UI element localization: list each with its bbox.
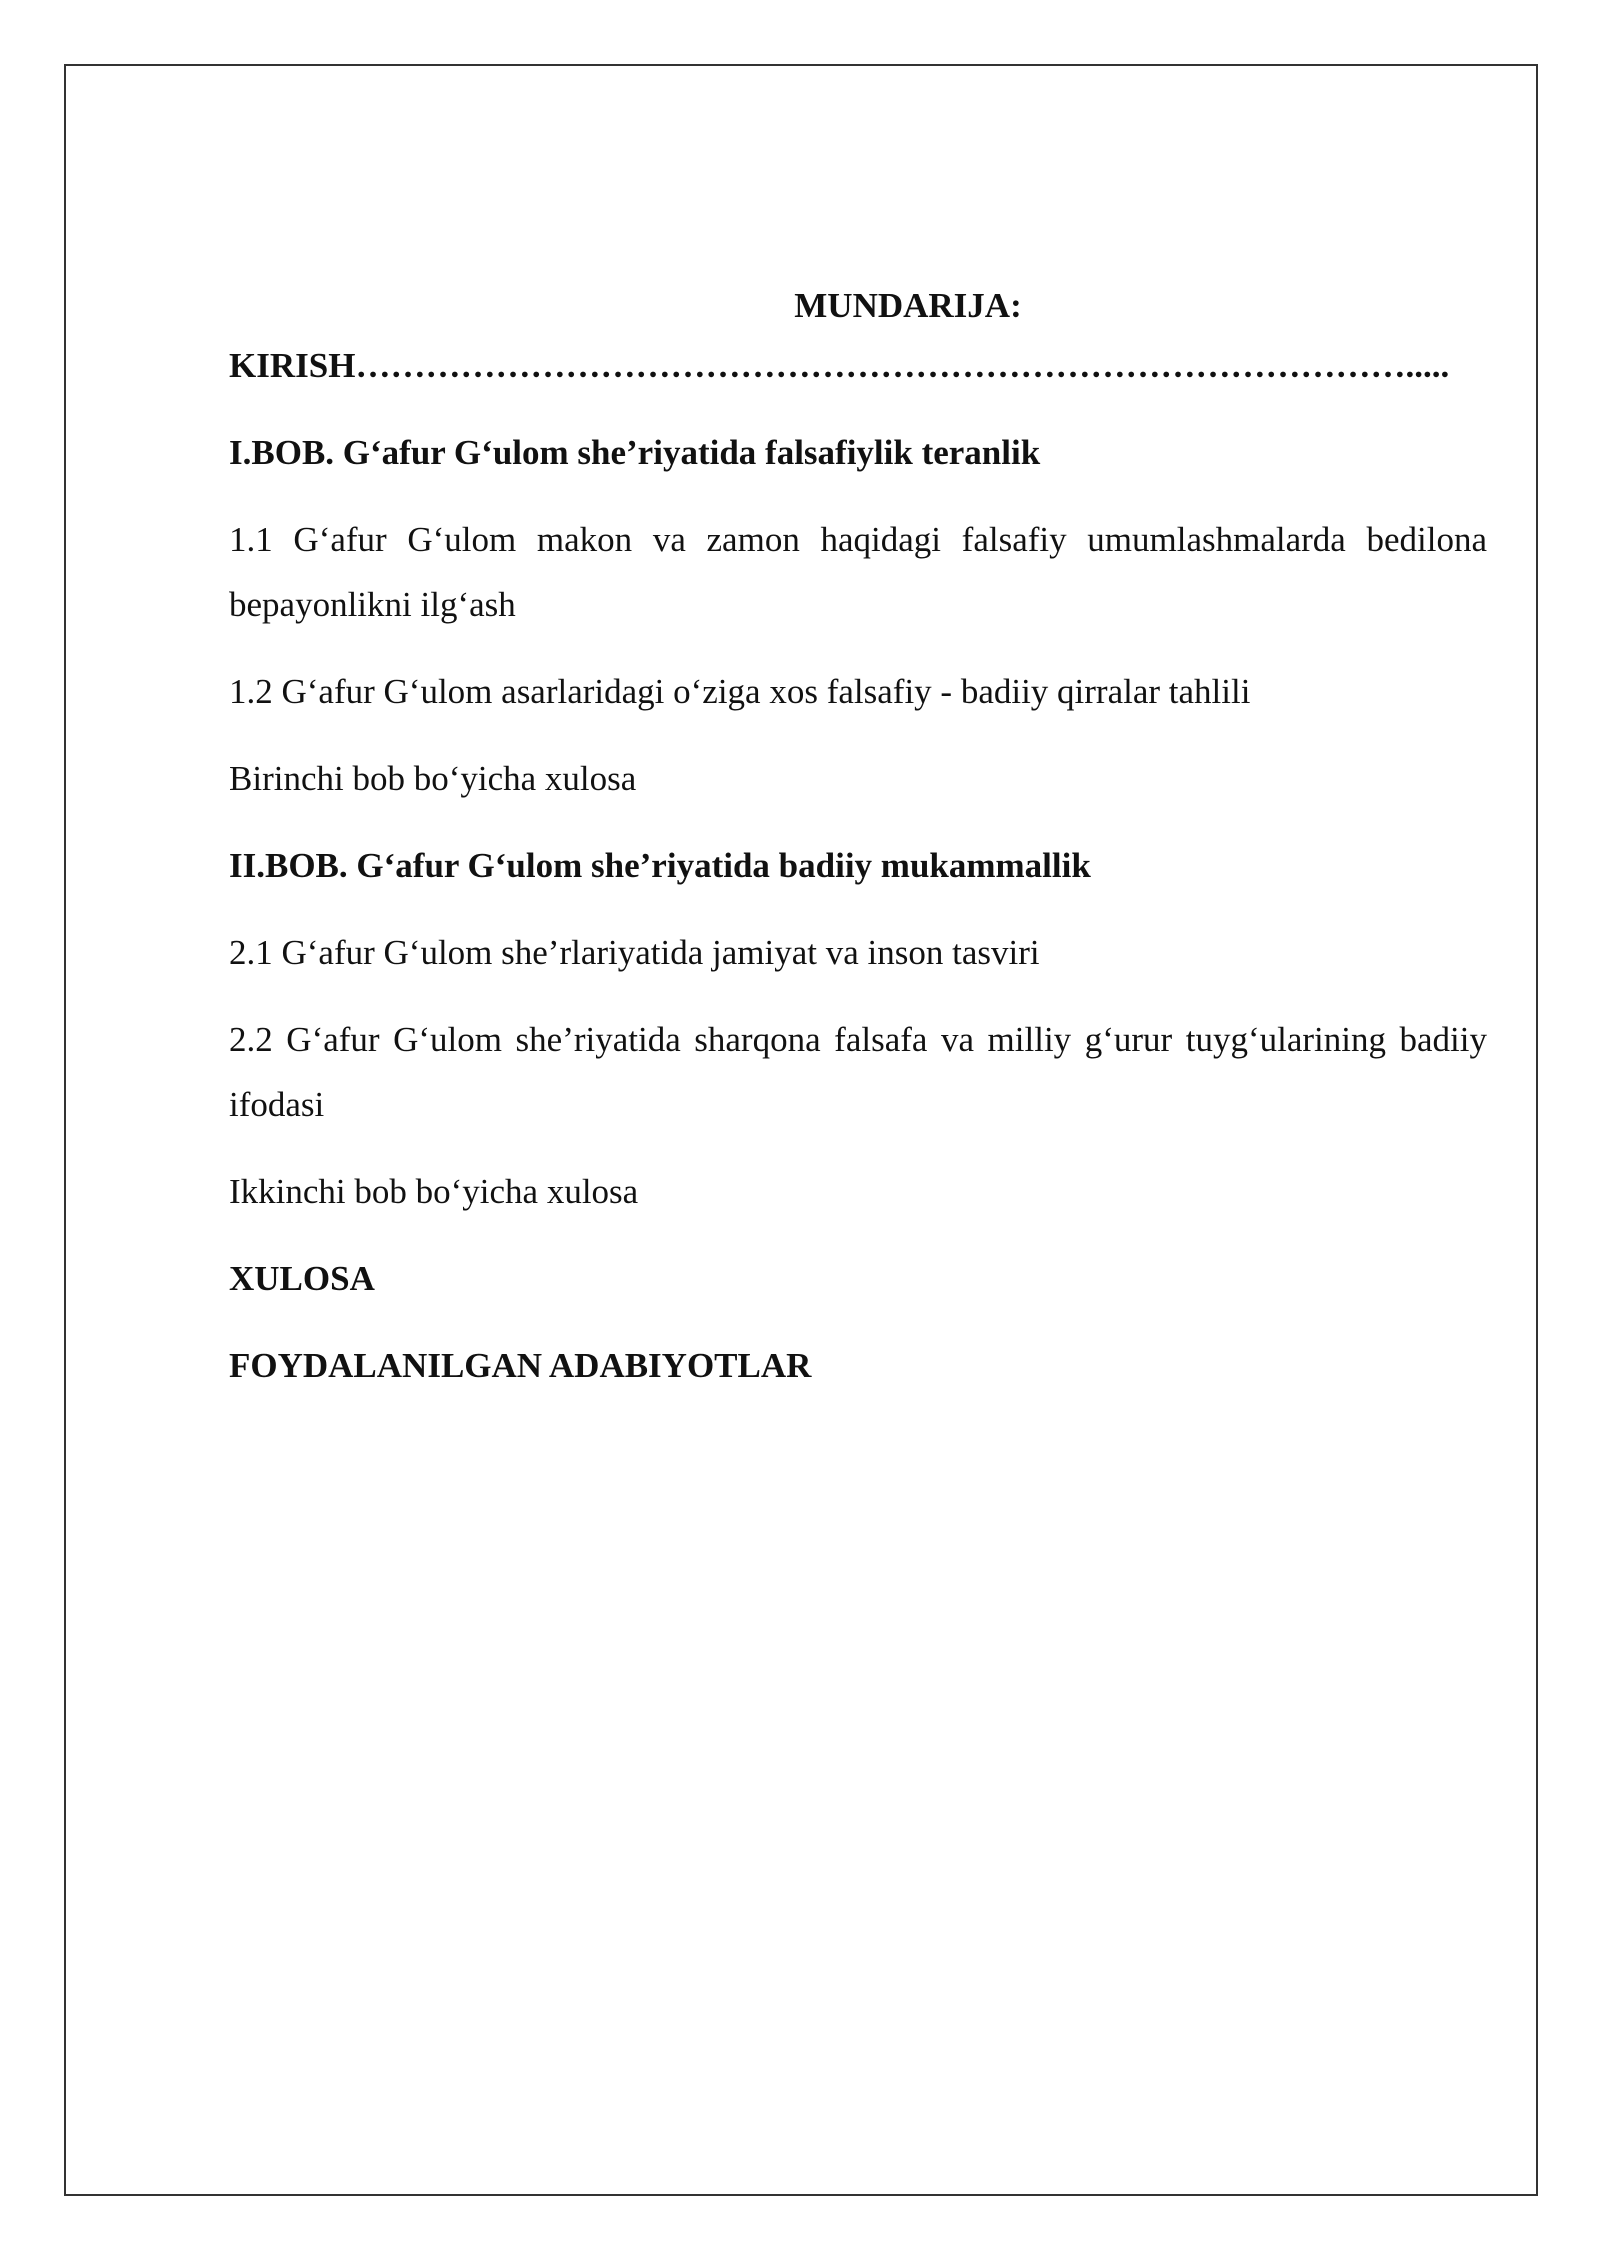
toc-entry-chapter-1: I.BOB. G‘afur G‘ulom she’riyatida falsafiylik teranlik [229,433,1041,472]
toc-dot-leader: ………………………………………………………………………………..... [355,346,1450,385]
toc-entry-label: KIRISH [229,346,356,385]
toc-title: MUNDARIJA: [794,286,1022,325]
toc-entry-section-1-1: 1.1 G‘afur G‘ulom makon va zamon haqidagi falsafiy umumlashmalarda bedilona bepayonlikni ilg‘ash [229,520,1487,624]
table-of-contents [229,278,1487,1420]
toc-entry-references: FOYDALANILGAN ADABIYOTLAR [229,1346,812,1385]
toc-entry-section-2-1: 2.1 G‘afur G‘ulom she’rlariyatida jamiyat va inson tasviri [229,933,1040,972]
toc-entry-chapter-2: II.BOB. G‘afur G‘ulom she’riyatida badiiy mukammallik [229,846,1091,885]
toc-entry-kirish [229,333,1487,398]
toc-entry-conclusion: XULOSA [229,1259,375,1298]
toc-entry-chapter-2-conclusion: Ikkinchi bob bo‘yicha xulosa [229,1172,639,1211]
toc-entry-section-2-2: 2.2 G‘afur G‘ulom she’riyatida sharqona falsafa va milliy g‘urur tuyg‘ularining badiiy ifodasi [229,1020,1487,1124]
toc-entry-chapter-1-conclusion: Birinchi bob bo‘yicha xulosa [229,759,637,798]
toc-entry-section-1-2: 1.2 G‘afur G‘ulom asarlaridagi o‘ziga xos falsafiy - badiiy qirralar tahlili [229,672,1251,711]
